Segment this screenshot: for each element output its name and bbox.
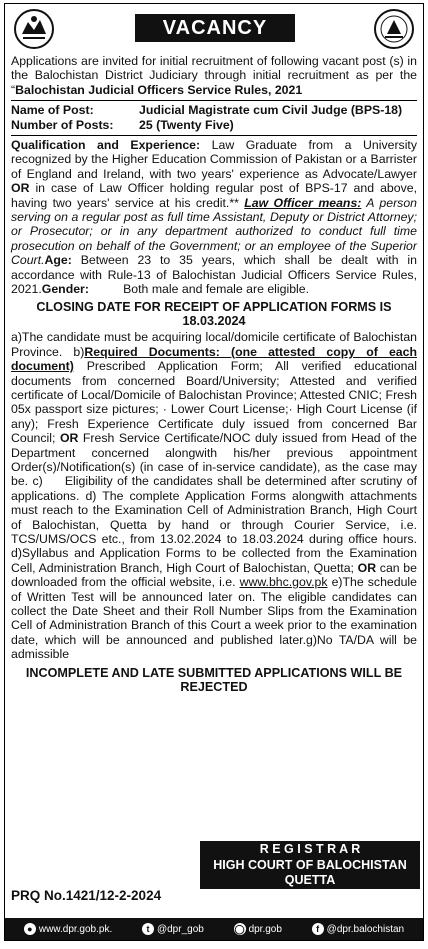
vacancy-title: VACANCY <box>135 14 295 42</box>
law-officer-label: Law Officer means: <box>244 195 362 210</box>
rejection-notice: INCOMPLETE AND LATE SUBMITTED APPLICATIONS WILL BE REJECTED <box>25 665 403 695</box>
footer-twitter-text: @dpr_gob <box>156 923 204 935</box>
divider <box>11 100 417 101</box>
footer-website-text: www.dpr.gob.pk. <box>38 923 113 935</box>
post-name-value: Judicial Magistrate cum Civil Judge (BPS-18) <box>139 103 403 118</box>
vacancy-advertisement <box>4 3 424 941</box>
or-text: OR <box>357 560 377 575</box>
or-text: OR <box>11 181 30 196</box>
download-text: can be downloaded from the official website, i.e. <box>11 560 417 590</box>
registrar-court: HIGH COURT OF BALOCHISTAN <box>213 857 407 872</box>
post-count-value: 25 (Twenty Five) <box>139 117 234 132</box>
globe-icon: ● <box>24 923 36 935</box>
footer-twitter[interactable] <box>142 923 204 935</box>
schedule-text: e)The schedule of Written Test will be announced later on. The eligible candidates can collect the Date Sheet and their Roll Number Slips from the Examination Cell of Administration Branch of this Court a week prior to the examination date, which will be announced and published later.g)No TA/DA will be admissible <box>11 575 417 662</box>
high-court-seal-icon <box>373 8 415 50</box>
intro-paragraph <box>11 54 417 97</box>
law-officer-text: A person serving on a regular post as full time Assistant, Deputy or District Attorney; or Prosecutor; or in any department authorized to conduct full time prosecution on behalf of the Government; or an employee of the Superior Court. <box>11 195 417 268</box>
required-documents-text: Prescribed Application Form; All verified educational documents from concerned Board/University; Attested and verified certificate of Local/Domicile of Balochistan Province; Attested CNIC; Fresh 05x passport size pictures; · Lower Court License;· High Court License (if any); Fresh Experience Certificate duly issued from concerned Bar Council; <box>11 359 417 446</box>
footer-website[interactable] <box>24 923 112 935</box>
or-text: OR <box>59 431 79 446</box>
header <box>5 4 423 54</box>
rules-name: Balochistan Judicial Officers Service Rules, 2021 <box>15 82 303 97</box>
qualification-label: Qualification and Experience: <box>11 138 201 153</box>
post-name-row <box>11 103 417 117</box>
qualification-text-2: in case of Law Officer holding regular post of BPS-17 and above, having two years' service at his credit.** <box>11 181 417 210</box>
intro-text: Applications are invited for initial recruitment of following vacant post (s) in the Balochistan District Judiciary through initial recruitment as per the “ <box>11 54 417 97</box>
registrar-box <box>200 841 420 889</box>
divider <box>11 135 417 136</box>
footer-instagram-text: dpr.gob <box>248 923 282 935</box>
footer-instagram[interactable] <box>234 923 282 935</box>
post-count-row <box>11 118 417 132</box>
gender-label: Gender: <box>41 282 89 297</box>
required-documents-label: Required Documents: (one attested copy of each document) <box>11 344 417 374</box>
facebook-icon: f <box>312 923 324 935</box>
qualification-paragraph <box>11 138 417 296</box>
footer-facebook[interactable] <box>312 923 404 935</box>
instagram-icon: ◯ <box>234 924 245 934</box>
conditions-paragraph <box>11 330 417 661</box>
post-count-label: Number of Posts: <box>11 117 114 132</box>
registrar-city: QUETTA <box>284 873 336 887</box>
advertisement-body <box>5 54 423 694</box>
post-name-label: Name of Post: <box>11 103 94 118</box>
qualification-text: Law Graduate from a University recognized by the Higher Education Commission of Pakistan or a Barrister of England and Ireland, with two years' experience as Advocate/Lawyer <box>11 138 417 181</box>
footer-bar <box>5 918 423 940</box>
condition-a-text: a)The candidate must be acquiring local/domicile certificate of Balochistan Province. b) <box>11 330 417 359</box>
prq-number: PRQ No.1421/12-2-2024 <box>11 888 162 903</box>
twitter-icon: t <box>142 923 154 935</box>
footer-facebook-text: @dpr.balochistan <box>326 923 405 935</box>
age-label: Age: <box>44 253 72 268</box>
registrar-title: R E G I S T R A R <box>259 842 361 856</box>
website-link[interactable]: www.bhc.gov.pk <box>239 575 328 590</box>
conditions-text: Fresh Service Certificate/NOC duly issued from Head of the Department concerned alongwith his/her previous appointment Order(s)/Notification(s) (in case of in-service candidate), as the case may be. c) Eligibility of the candidates shall be determined after scrutiny of applications. d) The complete Application Forms alongwith attachments must reach to the Examination Cell of Administration Branch, High Court of Balochistan, Quetta by hand or through Courier Service, i.e. TCS/UMS/OCS etc., from 13.02.2024 to 18.03.2024 during office hours. d)Syllabus and Application Forms to be collected from the Examination Cell, Administration Branch, High Court of Balochistan, Quetta; <box>11 431 418 575</box>
government-emblem-icon <box>13 8 55 50</box>
gender-text: Both male and female are eligible. <box>88 282 310 297</box>
age-text: Between 23 to 35 years, which shall be dealt with in accordance with Rule-13 of Balochistan Judicial Officers Service Rules, 2021. <box>11 253 417 297</box>
closing-date: CLOSING DATE FOR RECEIPT OF APPLICATION FORMS IS 18.03.2024 <box>36 299 392 328</box>
